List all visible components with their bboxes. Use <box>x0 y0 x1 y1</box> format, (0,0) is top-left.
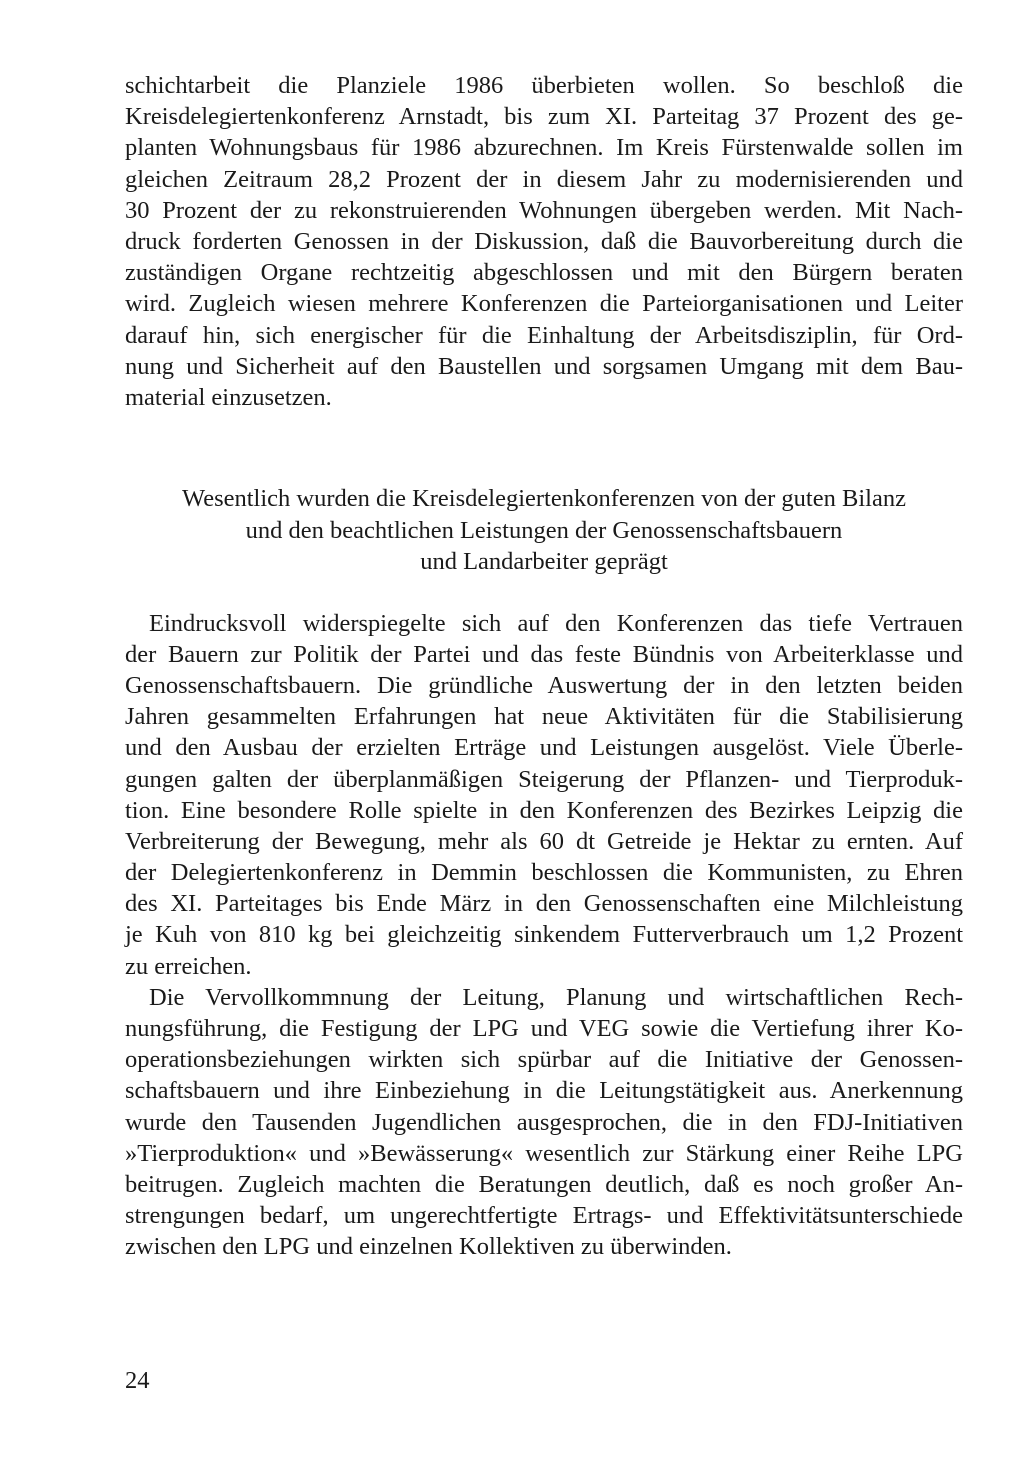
text-line: gleichen Zeitraum 28,2 Prozent der in diesem Jahr zu modernisierenden und <box>125 165 963 193</box>
text-line: der Bauern zur Politik der Partei und das feste Bündnis von Arbeiterklasse und <box>125 640 963 668</box>
section-heading <box>125 483 963 578</box>
text-line: Genossenschaftsbauern. Die gründliche Auswertung der in den letzten beiden <box>125 671 963 699</box>
text-line: material einzusetzen. <box>125 383 332 411</box>
text-line: Die Vervollkommnung der Leitung, Planung und wirtschaftlichen Rech- <box>149 983 963 1011</box>
page-number: 24 <box>125 1367 150 1394</box>
text-line: nungsführung, die Festigung der LPG und VEG sowie die Vertiefung ihrer Ko- <box>125 1015 963 1042</box>
text-line: druck forderten Genossen in der Diskussion, daß die Bauvorbereitung durch die <box>125 227 963 255</box>
paragraph-2 <box>125 608 963 982</box>
text-line: gungen galten der überplanmäßigen Steigerung der Pflanzen- und Tierproduk- <box>125 765 963 793</box>
text-line: zu erreichen. <box>125 952 252 980</box>
text-line: des XI. Parteitages bis Ende März in den Genossenschaften eine Milchleistung <box>125 890 963 918</box>
text-line: operationsbeziehungen wirkten sich spürbar auf die Initiative der Genossen- <box>125 1046 963 1074</box>
text-line: beitrugen. Zugleich machten die Beratungen deutlich, daß es noch großer An- <box>125 1170 963 1198</box>
text-line: und den Ausbau der erzielten Erträge und Leistungen ausgelöst. Viele Überle- <box>125 734 963 762</box>
text-line: darauf hin, sich energischer für die Einhaltung der Arbeitsdisziplin, für Ord- <box>125 321 963 349</box>
text-line: Kreisdelegiertenkonferenz Arnstadt, bis zum XI. Parteitag 37 Prozent des ge- <box>125 103 963 131</box>
paragraph-3 <box>125 982 963 1263</box>
text-line: strengungen bedarf, um ungerechtfertigte Ertrags- und Effektivitätsunterschiede <box>125 1202 963 1230</box>
text-line: wurde den Tausenden Jugendlichen ausgesprochen, die in den FDJ-Initiativen <box>125 1108 963 1136</box>
text-line: schaftsbauern und ihre Einbeziehung in die Leitungstätigkeit aus. Anerkennung <box>125 1077 963 1105</box>
text-line: zwischen den LPG und einzelnen Kollektiven zu überwinden. <box>125 1233 732 1261</box>
text-line: 30 Prozent der zu rekonstruierenden Wohnungen übergeben werden. Mit Nach- <box>125 196 963 224</box>
heading-line: und den beachtlichen Leistungen der Genossenschaftsbauern <box>245 516 843 544</box>
text-line: planten Wohnungsbaus für 1986 abzurechnen. Im Kreis Fürstenwalde sollen im <box>125 134 963 162</box>
heading-line: und Landarbeiter geprägt <box>420 548 668 576</box>
text-line: der Delegiertenkonferenz in Demmin beschlossen die Kommunisten, zu Ehren <box>125 859 963 887</box>
text-line: schichtarbeit die Planziele 1986 überbieten wollen. So beschloß die <box>125 72 963 99</box>
text-line: wird. Zugleich wiesen mehrere Konferenzen die Parteiorganisationen und Leiter <box>125 290 963 318</box>
text-line: Verbreiterung der Bewegung, mehr als 60 dt Getreide je Hektar zu ernten. Auf <box>125 827 963 855</box>
text-line: zuständigen Organe rechtzeitig abgeschlossen und mit den Bürgern beraten <box>125 259 963 287</box>
paragraph-1 <box>125 70 963 413</box>
text-line: Jahren gesammelten Erfahrungen hat neue Aktivitäten für die Stabilisierung <box>125 703 963 731</box>
text-line: nung und Sicherheit auf den Baustellen und sorgsamen Umgang mit dem Bau- <box>125 352 963 380</box>
page-body <box>125 70 963 1263</box>
text-line: tion. Eine besondere Rolle spielte in den Konferenzen des Bezirkes Leipzig die <box>125 796 963 824</box>
heading-line: Wesentlich wurden die Kreisdelegiertenkonferenzen von der guten Bilanz <box>182 485 906 513</box>
text-line: Eindrucksvoll widerspiegelte sich auf den Konferenzen das tiefe Vertrauen <box>149 609 963 637</box>
text-line: je Kuh von 810 kg bei gleichzeitig sinkendem Futterverbrauch um 1,2 Prozent <box>125 921 963 949</box>
text-line: »Tierproduktion« und »Bewässerung« wesentlich zur Stärkung einer Reihe LPG <box>125 1139 963 1167</box>
